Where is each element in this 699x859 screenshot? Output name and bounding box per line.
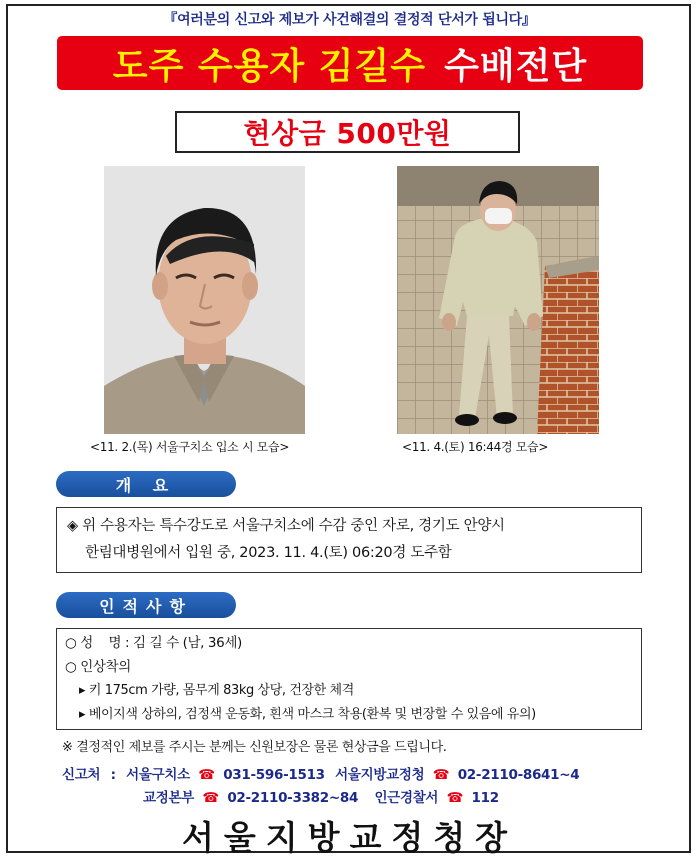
overview-box [56, 507, 642, 573]
mugshot-photo [104, 166, 305, 434]
contact-3-name: 교정본부 [143, 790, 194, 806]
phone-icon: ☎ [198, 767, 215, 783]
contact-line-1 [62, 763, 579, 783]
contact-4-phone: 112 [471, 790, 499, 806]
cctv-photo [397, 166, 599, 434]
contact-3-phone: 02-2110-3382~84 [227, 790, 359, 806]
phone-icon: ☎ [446, 790, 464, 806]
overview-line-1: ◈ 위 수용자는 특수강도로 서울구치소에 수감 중인 자로, 경기도 안양시 [67, 518, 505, 534]
banner-title: 도주 수용자 김길수 [112, 45, 427, 87]
wanted-banner [57, 36, 643, 90]
tagline: 『여러분의 신고와 제보가 사건해결의 결정적 단서가 됩니다』 [163, 12, 536, 28]
identity-feature-1: ▸ 키 175cm 가량, 몸무게 83kg 상당, 건장한 체격 [79, 683, 354, 698]
reward-notice: ※ 결정적인 제보를 주시는 분께는 신원보장은 물론 현상금을 드립니다. [62, 740, 447, 755]
organization-name: 서울지방교정청장 [181, 818, 518, 857]
identity-features-label: ○ 인상착의 [65, 659, 131, 675]
mugshot-caption: <11. 2.(목) 서울구치소 입소 시 모습> [90, 440, 290, 454]
contact-colon: : [110, 767, 116, 783]
contact-line-2 [143, 786, 499, 806]
contact-1-phone: 031-596-1513 [223, 767, 325, 783]
contact-2-phone: 02-2110-8641~4 [457, 767, 580, 783]
contact-label: 신고처 [62, 767, 101, 783]
overview-line-2: 한림대병원에서 입원 중, 2023. 11. 4.(토) 06:20경 도주함 [85, 545, 452, 561]
contact-4-name: 인근경찰서 [374, 790, 439, 806]
phone-icon: ☎ [202, 790, 219, 806]
cctv-caption: <11. 4.(토) 16:44경 모습> [402, 440, 549, 454]
phone-icon: ☎ [432, 767, 450, 783]
identity-name: ○ 성 명 : 김 길 수 (남, 36세) [65, 635, 242, 651]
identity-feature-2: ▸ 베이지색 상하의, 검정색 운동화, 흰색 마스크 착용(환복 및 변장할 수 있음에 유의) [79, 707, 536, 722]
contact-2-name: 서울지방교정청 [335, 767, 425, 783]
reward-text: 현상금 500만원 [243, 117, 452, 150]
overview-section-title: 개 요 [56, 471, 236, 497]
identity-section-title: 인적사항 [56, 592, 236, 618]
cctv-illustration [397, 166, 599, 434]
mugshot-illustration [104, 166, 305, 434]
identity-box [56, 628, 642, 730]
banner-suffix: 수배전단 [444, 45, 588, 87]
contact-1-name: 서울구치소 [126, 767, 190, 783]
reward-box [175, 111, 520, 153]
